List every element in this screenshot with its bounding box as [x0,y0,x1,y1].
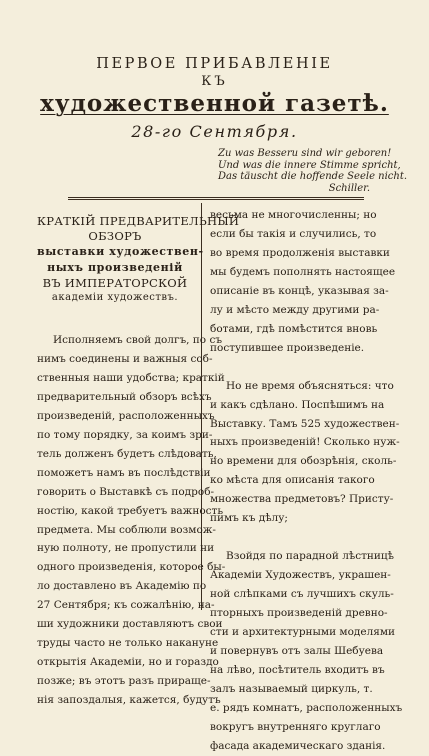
right-paragraph-2 [210,377,400,529]
epigraph-line: Zu was Besseru sind wir geboren! [218,148,392,159]
text-line: мы будемъ пополнять настоящее [210,265,396,278]
text-line: во время продолженія выставки [210,246,390,259]
text-line: ботами, гдѣ помѣстится вновь [210,322,378,335]
text-line: Но не время объясняться: что [226,379,394,392]
masthead-line-2: КЪ [201,74,228,89]
left-column [37,214,240,710]
text-line: позже; въ этотъ разъ прираще- [37,675,211,688]
spacer [37,305,193,331]
right-column [210,206,403,756]
text-line: предмета. Мы соблюли возмож- [37,523,216,536]
issue-date: 28-го Сентября. [131,122,298,141]
text-line: ко мѣста для описанія такого [210,474,375,487]
text-line: ло доставлено въ Академію по [37,580,207,593]
masthead-line-1: ПЕРВОЕ ПРИБАВЛЕНІЕ [96,56,333,72]
text-line: Взойдя по парадной лѣстницѣ [226,550,394,563]
text-line: фасада академическаго зданія. [210,739,386,752]
text-line: труды часто не только накануне [37,637,219,650]
epigraph-line: Das täuscht die hoffende Seele nicht. [218,171,408,183]
epigraph-signature: Schiller. [328,182,370,194]
text-line: ши художники доставляютъ свои [37,618,223,631]
text-line: весьма не многочисленны; но [210,209,377,221]
text-line: лу и мѣсто между другими ра- [210,303,380,316]
text-line: открытія Академіи, но и гораздо [37,656,219,669]
right-paragraph-1 [210,206,396,358]
text-line: ственныя наши удобства; краткій [37,371,225,384]
article-title-line: ныхъ произведеній [47,261,183,274]
text-line: сти и архитектурными моделями [210,626,396,639]
text-line: Выставку. Тамъ 525 художествен- [210,417,400,430]
text-line: по тому порядку, за коимъ зри- [37,428,213,441]
spacer [210,358,362,377]
left-paragraph [37,331,226,710]
text-line: пторныхъ произведеній древно- [210,607,388,620]
text-line: и повернувъ отъ залы Шебуева [210,645,384,658]
text-line: описаніе въ концѣ, указывая за- [210,284,389,297]
text-line: ныхъ произведеній! Сколько нуж- [210,436,400,449]
text-line: залъ называемый циркуль, т. [210,682,373,695]
text-line: одного произведенія, которое бы- [37,561,226,574]
text-line: предварительный обзоръ всѣхъ [37,390,212,403]
article-title-line: ВЪ ИМПЕРАТОРСКОЙ [42,276,188,290]
text-line: Исполняемъ свой долгъ, по съ [53,334,223,346]
text-line: нія запоздалыя, кажется, будутъ [37,694,221,707]
text-line: если бы такія и случились, то [210,227,377,240]
text-line: нимъ соединены и важныя соб- [37,352,213,365]
text-line: тель долженъ будетъ слѣдовать, [37,447,217,460]
epigraph [218,148,408,194]
text-line: е. рядъ комнатъ, расположенныхъ [210,701,403,714]
text-line: поможетъ намъ въ послѣдствіи [37,466,211,479]
text-line: Академіи Художествъ, украшен- [210,569,391,582]
text-line: ностію, какой требуетъ важность [37,504,224,517]
text-line: говорить о Выставкѣ съ подроб- [37,485,215,498]
text-line: и какъ сдѣлано. Поспѣшимъ на [210,398,385,411]
text-line: вокругъ внутренняго круглаго [210,720,381,733]
header-rule [68,197,364,198]
text-line: пимъ къ дѣлу; [210,512,288,525]
text-line: ную полноту, не пропустили ни [37,542,215,555]
article-title-line: ОБЗОРЪ [88,229,142,243]
article-title-line: выставки художествен- [37,245,204,258]
text-line: ной слѣпками съ лучшихъ скуль- [210,588,394,601]
text-line: поступившее произведеніе. [210,341,365,354]
text-line: произведеній, расположенныхъ [37,409,215,422]
masthead-title: художественной газетѣ. [40,90,389,117]
spacer [210,528,362,547]
right-paragraph-3 [210,547,403,755]
article-title-line: академіи художествъ. [51,292,179,303]
epigraph-line: Und was die innere Stimme spricht, [218,159,401,171]
text-line: но времени для обозрѣнія, сколь- [210,455,397,468]
text-line: на лѣво, посѣтитель входитъ въ [210,663,385,676]
text-line: 27 Сентября; къ сожалѣнію, на- [37,599,215,612]
text-line: множества предметовъ? Присту- [210,493,394,506]
article-title-line: КРАТКІЙ ПРЕДВАРИТЕЛЬНЫЙ [37,214,240,228]
header-rule-second [68,199,364,200]
